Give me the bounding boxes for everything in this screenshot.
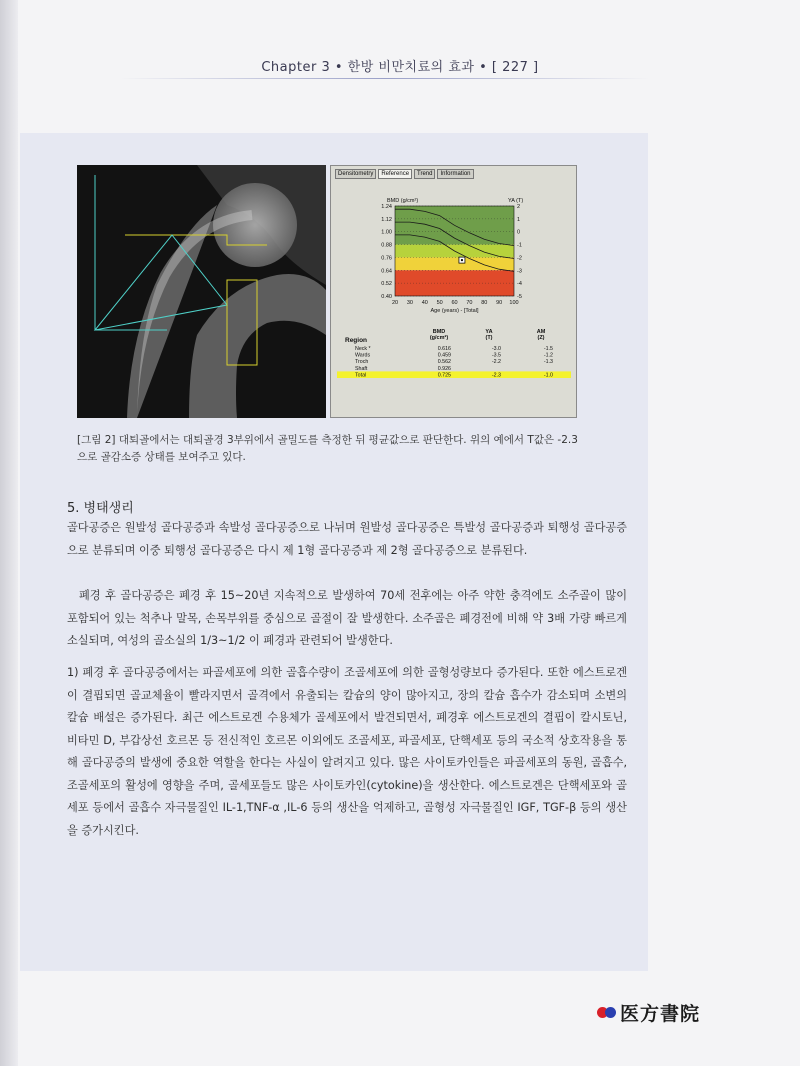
femur-xray-image — [77, 165, 326, 418]
y-tick-label: 1.24 — [381, 204, 392, 210]
y-axis-label: BMD (g/cm²) — [387, 198, 419, 204]
t-tick-label: 2 — [517, 204, 521, 210]
y-tick-label: 0.88 — [381, 242, 392, 249]
paragraph-1: 골다공증은 원발성 골다공증과 속발성 골다공증으로 나뉘며 원발성 골다공증은 특발성 골다공증과 퇴행성 골다공증으로 분류되며 이중 퇴행성 골다공증은 다시 제 1형 골다공증과 제 2형 골다공증으로 분류된다. — [67, 521, 627, 557]
x-tick-label: 100 — [509, 300, 519, 306]
total-row-highlight — [337, 371, 571, 378]
header-rule — [120, 78, 650, 79]
t-tick-label: 0 — [517, 229, 521, 236]
table-cell: -1.5 — [543, 346, 553, 352]
table-cell: 0.616 — [437, 346, 451, 352]
section-title: 5. 병태생리 — [67, 501, 134, 516]
t-tick-label: -4 — [517, 281, 522, 288]
x-axis-label: Age (years) - [Total] — [430, 308, 479, 314]
bmd-figure — [77, 165, 577, 418]
publisher-name: 医方書院 — [620, 1003, 701, 1025]
table-cell: 0.459 — [437, 352, 451, 359]
t-tick-label: -3 — [517, 268, 522, 275]
tab-information[interactable]: Information — [437, 169, 473, 179]
paragraph-3: 1) 폐경 후 골다공증에서는 파골세포에 의한 골흡수량이 조골세포에 의한 골형성량보다 증가된다. 또한 에스트로겐이 결핍되면 골교체율이 빨라지면서 골격에서 유출되는 칼슘의 양이 많아지고, 장의 칼슘 흡수가 감소되며 소변의 칼슘 배설은 증가된다. 최근 에스트로겐 수용체가 골세포에서 발견되면서, 폐경후 에스트로겐의 결핍이 칼시토닌, 비타민 D, 부갑상선 호르몬 등 전신적인 호르몬 이외에도 조골세포, 파골세포, 단핵세포 등의 국소적 상호작용을 통해 골다공증의 발생에 중요한 역할을 한다는 사실이 알려지고 있다. 많은 사이토카인들은 파골세포의 동원, 골흡수, 조골세포의 활성에 영향을 주며, 골세포들도 많은 사이토카인(cytokine)을 생산한다. 에스트로겐은 단핵세포와 골세포 등에서 골흡수 자극물질인 IL-1,TNF-α ,IL-6 등의 생산을 억제하고, 골형성 자극물질인 IGF, TGF-β 등의 생산을 증가시킨다. — [67, 666, 627, 837]
patient-marker-center — [461, 259, 463, 261]
x-tick-label: 20 — [391, 300, 399, 306]
table-cell: Wards — [355, 352, 371, 359]
t-tick-label: -2 — [517, 255, 522, 262]
t-tick-label: -5 — [517, 294, 522, 300]
x-tick-label: 70 — [466, 300, 473, 306]
paragraph-2: 폐경 후 골다공증은 폐경 후 15~20년 지속적으로 발생하여 70세 전후에는 아주 약한 충격에도 소주골이 많이 포함되어 있는 척추나 말목, 손목부위를 중심으로 골절이 잘 발생한다. 소주골은 폐경전에 비해 약 3배 가량 빠르게 소실되며, 여성의 골소실의 1/3~1/2 이 폐경과 관련되어 발생한다. — [67, 589, 627, 647]
y-tick-label: 1.00 — [381, 229, 392, 236]
x-tick-label: 40 — [421, 300, 428, 306]
x-tick-label: 30 — [406, 300, 413, 306]
table-cell: 0.562 — [437, 359, 451, 366]
tab-densitometry[interactable]: Densitometry — [335, 169, 376, 179]
t-tick-label: -1 — [517, 242, 522, 249]
table-cell: 0.926 — [437, 365, 451, 372]
running-header: Chapter 3 • 한방 비만치료의 효과 • [ 227 ] — [261, 60, 539, 75]
table-cell: -1.0 — [543, 372, 553, 379]
femur-xray-drawing — [77, 165, 326, 418]
bmd-reference-chart — [331, 166, 577, 418]
table-cell: Troch — [355, 359, 369, 366]
publisher-logo — [597, 999, 700, 1026]
y-tick-label: 0.76 — [381, 255, 392, 262]
tab-trend[interactable]: Trend — [414, 169, 435, 179]
table-cell: -1.2 — [543, 352, 553, 359]
table-header: Region — [345, 337, 368, 344]
table-cell: Shaft — [355, 365, 368, 372]
y-tick-label: 0.40 — [381, 294, 392, 300]
t-tick-label: 1 — [517, 216, 521, 223]
table-header: (T) — [485, 335, 493, 341]
book-spine — [0, 0, 18, 1066]
table-cell: 0.725 — [437, 372, 451, 379]
table-cell: -2.3 — [491, 372, 501, 379]
table-header: (Z) — [537, 335, 545, 341]
bmd-band-3 — [395, 270, 514, 296]
table-header: BMD — [432, 329, 446, 335]
y-tick-label: 0.52 — [381, 281, 392, 288]
densitometry-report — [330, 165, 577, 418]
table-header: AM — [536, 329, 546, 335]
y-tick-label: 1.12 — [381, 216, 392, 223]
table-cell: -2.2 — [491, 359, 501, 366]
x-tick-label: 60 — [451, 300, 458, 306]
table-cell: -3.5 — [491, 352, 501, 359]
table-header: (g/cm²) — [429, 335, 449, 341]
figure-caption: [그림 2] 대퇴골에서는 대퇴골경 3부위에서 골밀도를 측정한 뒤 평균값으로 판단한다. 위의 예에서 T값은 -2.3으로 골감소증 상태를 보여주고 있다. — [77, 434, 578, 463]
x-tick-label: 50 — [436, 300, 443, 306]
y2-axis-label: YA (T) — [508, 198, 524, 204]
table-cell: Neck * — [355, 346, 371, 352]
y-tick-label: 0.64 — [381, 268, 392, 275]
tab-reference[interactable]: Reference — [378, 169, 412, 179]
logo-dot-blue-icon — [605, 1007, 616, 1018]
x-tick-label: 90 — [496, 300, 503, 306]
table-cell: -3.0 — [491, 346, 501, 352]
table-header: YA — [485, 329, 493, 335]
table-cell: Total — [355, 372, 367, 379]
x-tick-label: 80 — [481, 300, 488, 306]
table-cell: -1.3 — [543, 359, 553, 366]
